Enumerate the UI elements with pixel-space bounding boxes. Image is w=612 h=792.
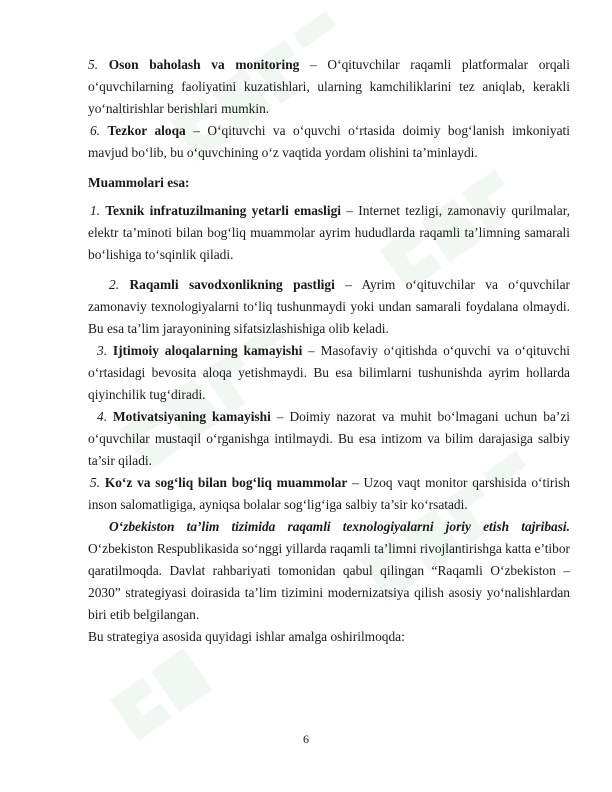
item-text: – Uzoq vaqt monitor qarshisida o‘tirish inson salomatligiga, ayniqsa bolalar sog‘lig‘iga salbiy ta’sir ko‘rsatadi. <box>88 475 570 512</box>
item-term: Motivatsiyaning kamayishi <box>113 409 271 424</box>
item-term: Texnik infratuzilmaning yetarli emasligi <box>105 203 341 218</box>
experience-text: O‘zbekiston Respublikasida so‘nggi yillarda raqamli ta’limni rivojlantirishga katta e’tibor qaratilmoqda. Davlat rahbariyati tomonidan qabul qilingan “Raqamli O‘zbekiston – 2030” strategiyasi doirasida ta’lim tizimini modernizatsiya qilish asosiy yo‘nalishlardan biri etib belgilangan. <box>88 541 570 622</box>
item-text: – Internet tezligi, zamonaviy qurilmalar, elektr ta’minoti bilan bog‘liq muammolar ayrim hududlarda raqamli ta’limning samarali bo‘lishiga to‘sqinlik qiladi. <box>88 203 570 262</box>
item-text: – O‘qituvchi va o‘quvchi o‘rtasida doimiy bog‘lanish imkoniyati mavjud bo‘lib, bu o‘quvchining o‘z vaqtida yordam olishini ta’minlaydi. <box>88 123 570 160</box>
paragraph-problem-3 <box>88 340 570 406</box>
paragraph-problem-5 <box>88 472 570 516</box>
page-body <box>88 54 570 648</box>
paragraph-problem-4 <box>88 406 570 472</box>
item-text: – Ayrim o‘qituvchilar va o‘quvchilar zamonaviy texnologiyalarni to‘liq tushunmaydi yoki undan samarali foydalana olmaydi. Bu esa ta’lim jarayonining sifatsizlashishiga olib keladi. <box>88 277 571 336</box>
paragraph-item-top-1 <box>88 54 570 120</box>
item-text: – Masofaviy o‘qitishda o‘quvchi va o‘qituvchi o‘rtasidagi bevosita aloqa yetishmaydi. Bu esa bilimlarni tushunishda ayrim hollarda qiyinchilik tug‘diradi. <box>88 343 570 402</box>
item-text: – O‘qituvchilar raqamli platformalar orqali o‘quvchilarning faoliyatini kuzatishlari, ularning kamchiliklarini tez aniqlab, kerakli yo‘naltirishlar berishlari mumkin. <box>88 57 570 116</box>
item-term: Tezkor aloqa <box>107 123 186 138</box>
item-number: 4. <box>97 409 108 424</box>
item-number: 5. <box>88 57 99 72</box>
item-number: 1. <box>90 203 101 218</box>
item-number: 2. <box>109 277 120 292</box>
item-term: Ijtimoiy aloqalarning kamayishi <box>112 343 303 358</box>
paragraph-problem-2 <box>88 274 570 340</box>
item-number: 5. <box>90 475 101 490</box>
page-number: 6 <box>303 732 309 746</box>
item-term: Ko‘z va sog‘liq bilan bog‘liq muammolar <box>104 475 348 490</box>
item-text: – Doimiy nazorat va muhit bo‘lmagani uchun ba’zi o‘quvchilar mustaqil o‘rganishga intilmaydi. Bu esa intizom va bilim darajasiga salbiy ta’sir qiladi. <box>88 409 570 468</box>
paragraph-problem-1 <box>88 200 570 266</box>
paragraph-closing: Bu strategiya asosida quyidagi ishlar amalga oshirilmoqda: <box>88 629 405 644</box>
section-heading: Muammolari esa: <box>88 175 190 190</box>
paragraph-item-top-2 <box>88 120 570 164</box>
item-term: Oson baholash va monitoring <box>108 57 300 72</box>
item-number: 6. <box>90 123 101 138</box>
experience-title: O‘zbekiston ta’lim tizimida raqamli texnologiyalarni joriy etish tajribasi. <box>109 519 570 534</box>
item-term: Raqamli savodxonlikning pastligi <box>129 277 335 292</box>
item-number: 3. <box>97 343 108 358</box>
paragraph-experience <box>88 516 570 626</box>
